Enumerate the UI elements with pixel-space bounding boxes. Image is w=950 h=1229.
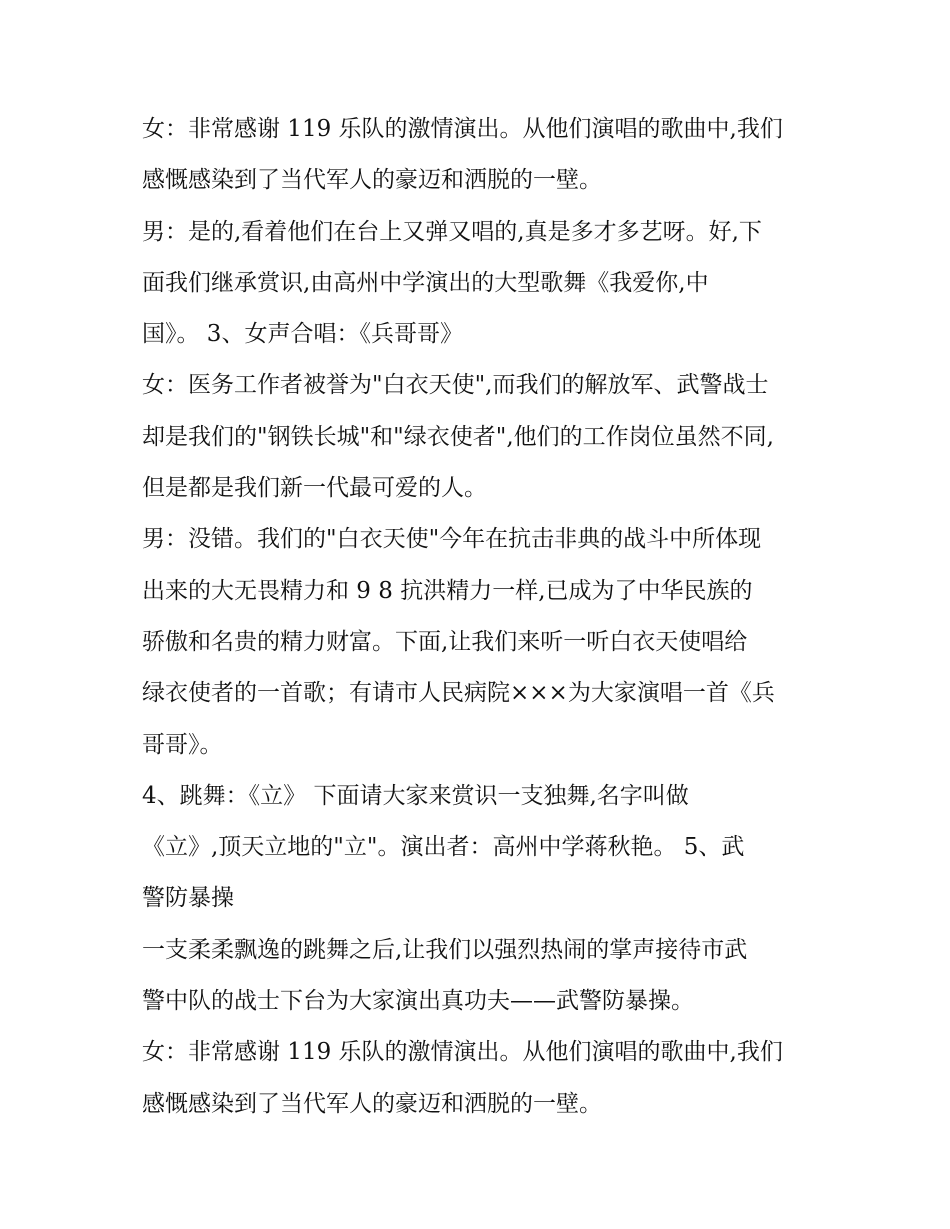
text-line: 警防暴操 (142, 885, 234, 912)
text-line: 男：是的,看着他们在台上又弹又唱的,真是多才多艺呀。好,下 (142, 218, 762, 245)
text-line: 感慨感染到了当代军人的豪迈和洒脱的一壁。 (142, 167, 602, 194)
text-line: 《立》,顶天立地的"立"。演出者：高州中学蒋秋艳。 5、武 (142, 834, 745, 861)
text-line: 一支柔柔飘逸的跳舞之后,让我们以强烈热闹的掌声接待市武 (142, 936, 748, 963)
document-body (142, 104, 822, 1130)
text-line: 女：医务工作者被誉为"白衣天使",而我们的解放军、武警战士 (142, 372, 769, 399)
text-line: 骄傲和名贵的精力财富。下面,让我们来听一听白衣天使唱给 (142, 628, 748, 655)
text-line: 但是都是我们新一代最可爱的人。 (142, 475, 487, 502)
text-line: 4、跳舞：《立》 下面请大家来赏识一支独舞,名字叫做 (142, 782, 689, 809)
text-line: 却是我们的"钢铁长城"和"绿衣使者",他们的工作岗位虽然不同, (142, 423, 774, 450)
text-line: 哥哥》。 (142, 731, 223, 758)
text-line: 女：非常感谢 119 乐队的激情演出。从他们演唱的歌曲中,我们 (142, 116, 783, 142)
text-line: 男：没错。我们的"白衣天使"今年在抗击非典的战斗中所体现 (142, 526, 762, 553)
text-line: 警中队的战士下台为大家演出真功夫——武警防暴操。 (142, 988, 694, 1015)
text-line: 感慨感染到了当代军人的豪迈和洒脱的一壁。 (142, 1090, 602, 1117)
text-line: 女：非常感谢 119 乐队的激情演出。从他们演唱的歌曲中,我们 (142, 1039, 783, 1066)
text-line: 国》。 3、女声合唱：《兵哥哥》 (142, 321, 463, 348)
text-line: 绿衣使者的一首歌；有请市人民病院×××为大家演唱一首《兵 (142, 680, 775, 707)
text-line: 面我们继承赏识,由高州中学演出的大型歌舞《我爱你,中 (142, 269, 709, 296)
text-line: 出来的大无畏精力和 9 8 抗洪精力一样,已成为了中华民族的 (142, 577, 753, 604)
